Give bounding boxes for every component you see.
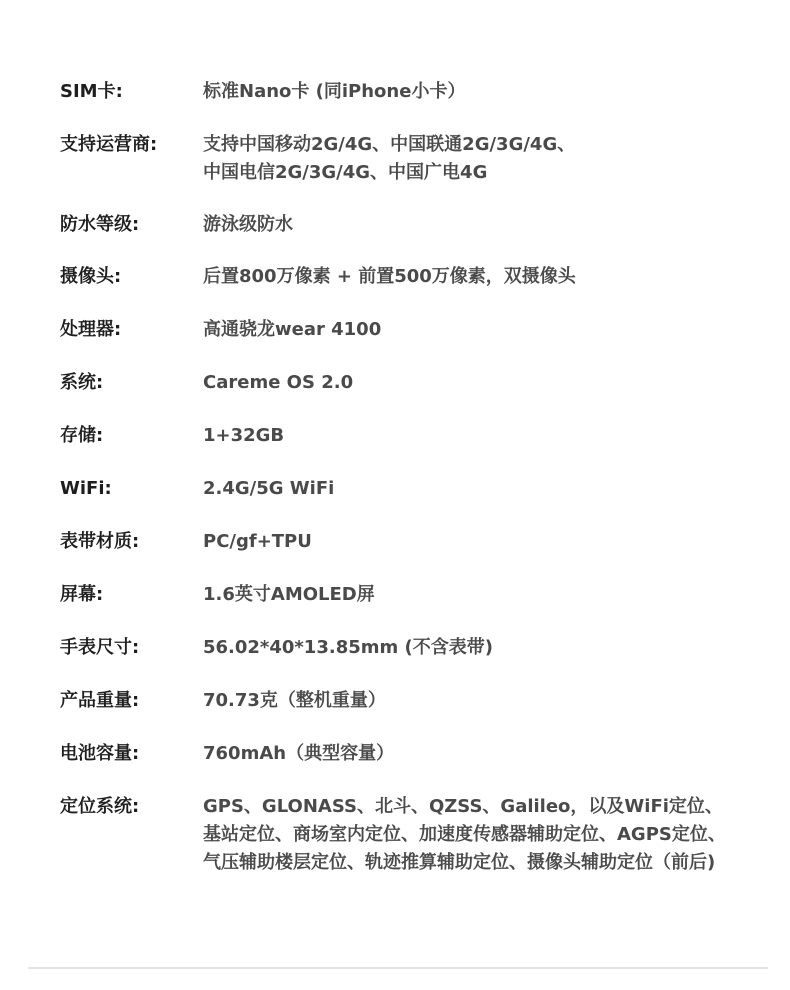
spec-value-line: 后置800万像素 + 前置500万像素，双摄像头 bbox=[203, 266, 576, 287]
spec-label: 手表尺寸: bbox=[60, 637, 140, 658]
spec-value bbox=[203, 369, 773, 397]
spec-value-line: 标准Nano卡 (同iPhone小卡） bbox=[203, 81, 466, 102]
spec-label: 存储: bbox=[60, 425, 104, 446]
spec-label: 电池容量: bbox=[60, 743, 140, 764]
spec-value-line: 气压辅助楼层定位、轨迹推算辅助定位、摄像头辅助定位（前后) bbox=[203, 852, 716, 873]
spec-value-line: 70.73克（整机重量） bbox=[203, 690, 386, 711]
spec-label: 屏幕: bbox=[60, 584, 104, 605]
spec-value bbox=[203, 131, 773, 187]
spec-label: 定位系统: bbox=[60, 796, 140, 817]
spec-label: 系统: bbox=[60, 372, 104, 393]
spec-value bbox=[203, 263, 773, 291]
spec-value-line: Careme OS 2.0 bbox=[203, 372, 354, 393]
spec-label: SIM卡: bbox=[60, 81, 123, 102]
spec-value bbox=[203, 78, 773, 106]
spec-value-line: 支持中国移动2G/4G、中国联通2G/3G/4G、 bbox=[203, 134, 576, 155]
spec-value-line: 游泳级防水 bbox=[203, 214, 293, 235]
spec-value-line: 高通骁龙wear 4100 bbox=[203, 319, 382, 340]
spec-label: 防水等级: bbox=[60, 214, 140, 235]
spec-value bbox=[203, 475, 773, 503]
spec-value bbox=[203, 581, 773, 609]
spec-value-line: PC/gf+TPU bbox=[203, 531, 312, 552]
spec-value-line: 中国电信2G/3G/4G、中国广电4G bbox=[203, 162, 488, 183]
spec-label: 支持运营商: bbox=[60, 134, 158, 155]
spec-value-line: 1+32GB bbox=[203, 425, 285, 446]
spec-label: 摄像头: bbox=[60, 266, 122, 287]
spec-value-line: 基站定位、商场室内定位、加速度传感器辅助定位、AGPS定位、 bbox=[203, 824, 726, 845]
spec-value bbox=[203, 211, 773, 239]
spec-value-line: 1.6英寸AMOLED屏 bbox=[203, 584, 375, 605]
spec-value bbox=[203, 793, 773, 877]
spec-value bbox=[203, 687, 773, 715]
spec-value-line: 2.4G/5G WiFi bbox=[203, 478, 335, 499]
spec-value bbox=[203, 528, 773, 556]
bottom-divider bbox=[28, 967, 768, 969]
spec-label: 产品重量: bbox=[60, 690, 140, 711]
spec-label: 处理器: bbox=[60, 319, 122, 340]
spec-label: 表带材质: bbox=[60, 531, 140, 552]
spec-value-line: GPS、GLONASS、北斗、QZSS、Galileo，以及WiFi定位、 bbox=[203, 796, 723, 817]
spec-value bbox=[203, 634, 773, 662]
spec-value bbox=[203, 316, 773, 344]
spec-value-line: 56.02*40*13.85mm (不含表带) bbox=[203, 637, 493, 658]
spec-value bbox=[203, 422, 773, 450]
spec-value-line: 760mAh（典型容量） bbox=[203, 743, 395, 764]
spec-label: WiFi: bbox=[60, 478, 112, 499]
spec-value bbox=[203, 740, 773, 768]
